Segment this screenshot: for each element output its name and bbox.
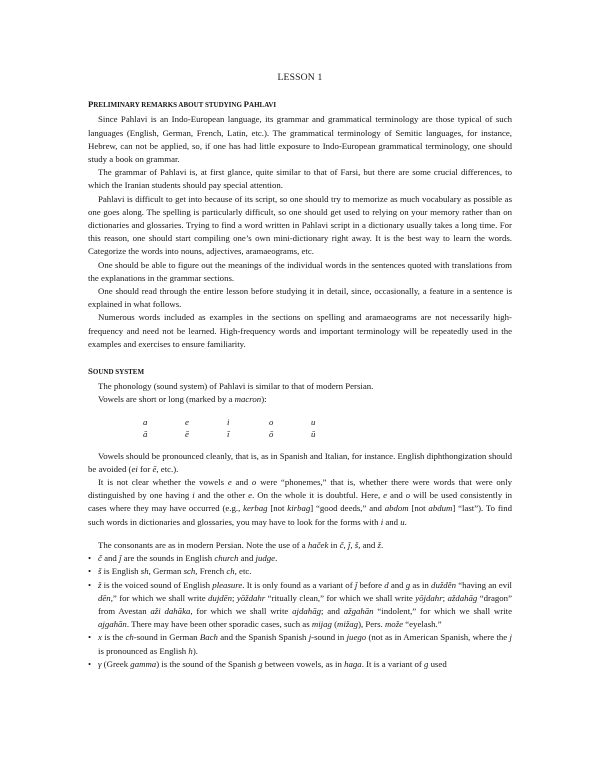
- text-run: . It is a variant of: [361, 658, 424, 669]
- paragraph: Pahlavi is difficult to get into because of its script, so one should try to memorize as much vocabulary as possible as one goes along. The spelling is particularly difficult, so one should get used to relying on your memory rather than on dictionaries and glossaries. Trying to find a word written in Pahlavi script in a dictionary usually takes a long time. For this reason, one should start compiling one’s own mini-dictionary right away. It is the best way to learn the words. Categorize the words into nouns, adjectives, aramaeograms, etc.: [88, 193, 512, 257]
- text-run: (Greek: [101, 658, 131, 669]
- text-run: and: [383, 516, 401, 527]
- text-run: are the sounds in English: [121, 553, 215, 564]
- italic-term: e: [383, 490, 388, 501]
- italic-term: š: [98, 566, 102, 577]
- paragraph: [88, 539, 512, 552]
- italic-term: d: [384, 579, 389, 590]
- text-run: -sound in German: [133, 632, 200, 643]
- italic-term: yōždahr: [236, 592, 266, 603]
- italic-term: u: [400, 516, 405, 527]
- bullet-icon: •: [88, 658, 92, 669]
- text-run: [not: [267, 503, 288, 514]
- text-run: and the other: [194, 490, 249, 501]
- italic-term: i: [192, 490, 195, 501]
- text-run: -sound in: [311, 632, 347, 643]
- paragraph-gap: [88, 529, 512, 539]
- text-run: .: [275, 553, 278, 564]
- text-run: ,” for which we shall write: [110, 592, 209, 603]
- text-run: used: [428, 658, 447, 669]
- text-run: .: [404, 516, 407, 527]
- italic-term: gamma: [130, 658, 157, 669]
- text-run: Vowels should be pronounced cleanly, that is, as in Spanish and Italian, for instance. English diphthongization should be avoided (: [88, 450, 512, 474]
- paragraph: [88, 393, 512, 406]
- italic-term: abdum: [428, 503, 453, 514]
- text-run: ; and: [321, 605, 344, 616]
- italic-term: sh: [140, 566, 149, 577]
- bullet-icon: •: [88, 579, 92, 590]
- text-run: ,: [343, 539, 348, 550]
- vowel-cell: ū: [311, 428, 316, 439]
- italic-term: o: [405, 490, 411, 501]
- italic-term: aži dahāka: [150, 605, 191, 616]
- text-run: is the: [101, 632, 126, 643]
- vowel-cell: ē: [185, 428, 189, 439]
- text-run: “indolent,” for which we shall write: [373, 605, 512, 616]
- consonant-list: [88, 552, 512, 671]
- paragraph: [88, 450, 512, 476]
- paragraph: The phonology (sound system) of Pahlavi is similar to that of modern Persian.: [98, 381, 374, 392]
- italic-term: g: [405, 579, 411, 590]
- italic-term: j: [308, 632, 312, 643]
- paragraph: One should be able to figure out the meanings of the individual words in the sentences quoted with translations from the explanations in the grammar sections.: [88, 259, 512, 283]
- text-run: . It is only found as a variant of: [242, 579, 355, 590]
- italic-term: abdom: [384, 503, 409, 514]
- bullet-icon: •: [88, 632, 92, 643]
- text-run: “ritually clean,” for which we shall write: [265, 592, 416, 603]
- text-run: ,: [350, 539, 355, 550]
- heading-initial: S: [88, 366, 93, 377]
- text-run: and: [387, 490, 406, 501]
- vowel-cell: e: [185, 416, 189, 427]
- italic-term: j: [509, 632, 512, 643]
- text-run: , and: [358, 539, 378, 550]
- italic-term: č: [339, 539, 344, 550]
- italic-term: g: [424, 658, 429, 669]
- paragraph: One should read through the entire lesson before studying it in detail, since, occasionally, a feature in a sentence is explained in what follows.: [88, 286, 512, 310]
- text-run: and: [101, 553, 120, 564]
- text-run: , for which we shall write: [190, 605, 293, 616]
- italic-term: dēn: [98, 592, 111, 603]
- italic-term: ē: [152, 463, 157, 474]
- text-run: It is not clear whether the vowels: [98, 477, 228, 488]
- heading-smallcaps: OUND SYSTEM: [92, 368, 145, 377]
- italic-term: kirbag: [287, 503, 311, 514]
- italic-term: g: [258, 658, 263, 669]
- heading-smallcaps: RELIMINARY REMARKS ABOUT STUDYING: [93, 101, 244, 110]
- text-run: , etc.).: [156, 463, 179, 474]
- section-gap: [88, 351, 512, 365]
- lesson-title: LESSON 1: [277, 72, 323, 83]
- text-run: Vowels are short or long (marked by a: [98, 394, 235, 405]
- text-run: ):: [261, 394, 267, 405]
- italic-term: ž: [377, 539, 381, 550]
- text-run: , etc.: [234, 566, 252, 577]
- vowel-cell: ā: [143, 428, 148, 439]
- italic-term: haček: [307, 539, 329, 550]
- bullet-icon: •: [88, 566, 92, 577]
- vowel-row-long: [143, 428, 353, 440]
- list-item: [88, 579, 512, 632]
- italic-term: ch: [125, 632, 134, 643]
- text-run: “eyelash.”: [403, 619, 442, 630]
- italic-term: ǰ: [354, 579, 358, 590]
- text-run: and: [238, 553, 256, 564]
- text-run: “having an evil: [455, 579, 512, 590]
- italic-term: h: [188, 645, 193, 656]
- italic-term: mijag: [311, 619, 332, 630]
- text-run: ), Pers.: [358, 619, 385, 630]
- list-item: [88, 658, 512, 671]
- vowel-cell: o: [269, 416, 274, 427]
- text-run: ] “good deeds,” and: [310, 503, 385, 514]
- text-run: before: [357, 579, 385, 590]
- text-run: , French: [195, 566, 227, 577]
- text-run: “dragon” from Avestan: [98, 592, 512, 616]
- list-item: [88, 565, 512, 578]
- italic-term: sch: [183, 566, 196, 577]
- list-item: [88, 552, 512, 565]
- italic-term: judge: [255, 553, 276, 564]
- vowel-cell: u: [311, 416, 316, 427]
- italic-term: aždahāg: [447, 592, 478, 603]
- bullet-icon: •: [88, 553, 92, 564]
- text-run: and: [388, 579, 406, 590]
- italic-term: ǰ: [119, 553, 122, 564]
- italic-term: pleasure: [212, 579, 243, 590]
- italic-term: ajgahān: [98, 619, 127, 630]
- paragraph: [88, 476, 512, 529]
- italic-term: č: [98, 553, 102, 564]
- italic-term: yōjdahr: [415, 592, 443, 603]
- vowel-row-short: [143, 416, 353, 428]
- italic-term: ch: [226, 566, 235, 577]
- vowel-cell: ī: [227, 428, 230, 439]
- text-run: .: [380, 539, 384, 550]
- text-run: will be used consistently in cases where they may have occurred (e.g.,: [88, 490, 512, 514]
- text-run: is the voiced sound of English: [101, 579, 213, 590]
- section-heading-sound-system: [88, 365, 512, 379]
- italic-term: e: [227, 477, 232, 488]
- italic-term: ajdahāg: [292, 605, 321, 616]
- italic-term: ǰ: [347, 539, 351, 550]
- text-run: for: [137, 463, 153, 474]
- text-run: [not: [408, 503, 429, 514]
- italic-term: mižag: [337, 619, 359, 630]
- italic-term: e: [248, 490, 253, 501]
- italic-term: i: [380, 516, 384, 527]
- italic-term: kerbag: [243, 503, 268, 514]
- italic-term: macron: [234, 394, 262, 405]
- italic-term: juego: [346, 632, 367, 643]
- italic-term: γ: [98, 658, 102, 669]
- paragraph: Numerous words included as examples in the sections on spelling and aramaeograms are not necessarily high-frequency and need not be learned. High-frequency words and important terminology will be repeatedly used in the examples and exercises to ensure familiarity.: [88, 312, 512, 349]
- italic-term: x: [98, 632, 102, 643]
- text-run: The consonants are as in modern Persian. Note the use of a: [98, 539, 308, 550]
- text-run: ).: [192, 645, 198, 656]
- vowel-table: [143, 416, 353, 440]
- text-run: (not as in American Spanish, where the: [366, 632, 510, 643]
- text-run: (: [331, 619, 338, 630]
- italic-term: ž: [98, 579, 102, 590]
- vowel-cell: a: [143, 416, 148, 427]
- italic-term: o: [251, 477, 257, 488]
- paragraph: Since Pahlavi is an Indo-European language, its grammar and grammatical terminology are those typical of such languages (English, German, French, Latin, etc.). The grammatical terminology of Semitic languages, for instance, Hebrew, can not be applied, so, if one has had little exposure to Indo-European grammatical terminology, one should study a book on grammar.: [88, 114, 512, 165]
- italic-term: ei: [131, 463, 138, 474]
- text-run: and: [231, 477, 252, 488]
- italic-term: dužděn: [431, 579, 456, 590]
- text-run: , German: [148, 566, 184, 577]
- page-content: [88, 71, 512, 671]
- text-run: between vowels, as in: [262, 658, 345, 669]
- italic-term: haga: [344, 658, 362, 669]
- italic-term: dujdēn: [208, 592, 232, 603]
- text-run: . There may have been other sporadic cases, such as: [126, 619, 312, 630]
- text-run: in: [328, 539, 340, 550]
- heading-initial: P: [88, 99, 94, 110]
- italic-term: može: [384, 619, 404, 630]
- vowel-cell: ō: [269, 428, 274, 439]
- vowel-cell: i: [227, 416, 230, 427]
- text-run: is pronounced as English: [98, 645, 189, 656]
- text-run: . On the whole it is doubtful. Here,: [252, 490, 384, 501]
- italic-term: church: [214, 553, 239, 564]
- italic-term: ažgahān: [343, 605, 374, 616]
- text-run: and the Spanish Spanish: [217, 632, 309, 643]
- list-item: [88, 631, 512, 657]
- heading-initial-2: P: [243, 99, 250, 110]
- text-run: ;: [231, 592, 237, 603]
- text-run: were “phonemes,” that is, whether there were words that were only distinguished by one having: [88, 477, 512, 501]
- italic-term: š: [354, 539, 359, 550]
- text-run: ) is the sound of the Spanish: [156, 658, 259, 669]
- heading-smallcaps-2: AHLAVI: [249, 101, 277, 110]
- text-run: ;: [442, 592, 448, 603]
- italic-term: Bach: [199, 632, 218, 643]
- text-run: ] “last”). To find such words in dictionaries and glossaries, you may have to look for the forms with: [88, 503, 513, 527]
- paragraph: The grammar of Pahlavi is, at first glance, quite similar to that of Farsi, but there are some crucial differences, to which the Iranian students should pay special attention.: [88, 167, 512, 191]
- text-run: as in: [410, 579, 432, 590]
- section-heading-preliminary: [88, 98, 512, 112]
- text-run: is English: [101, 566, 141, 577]
